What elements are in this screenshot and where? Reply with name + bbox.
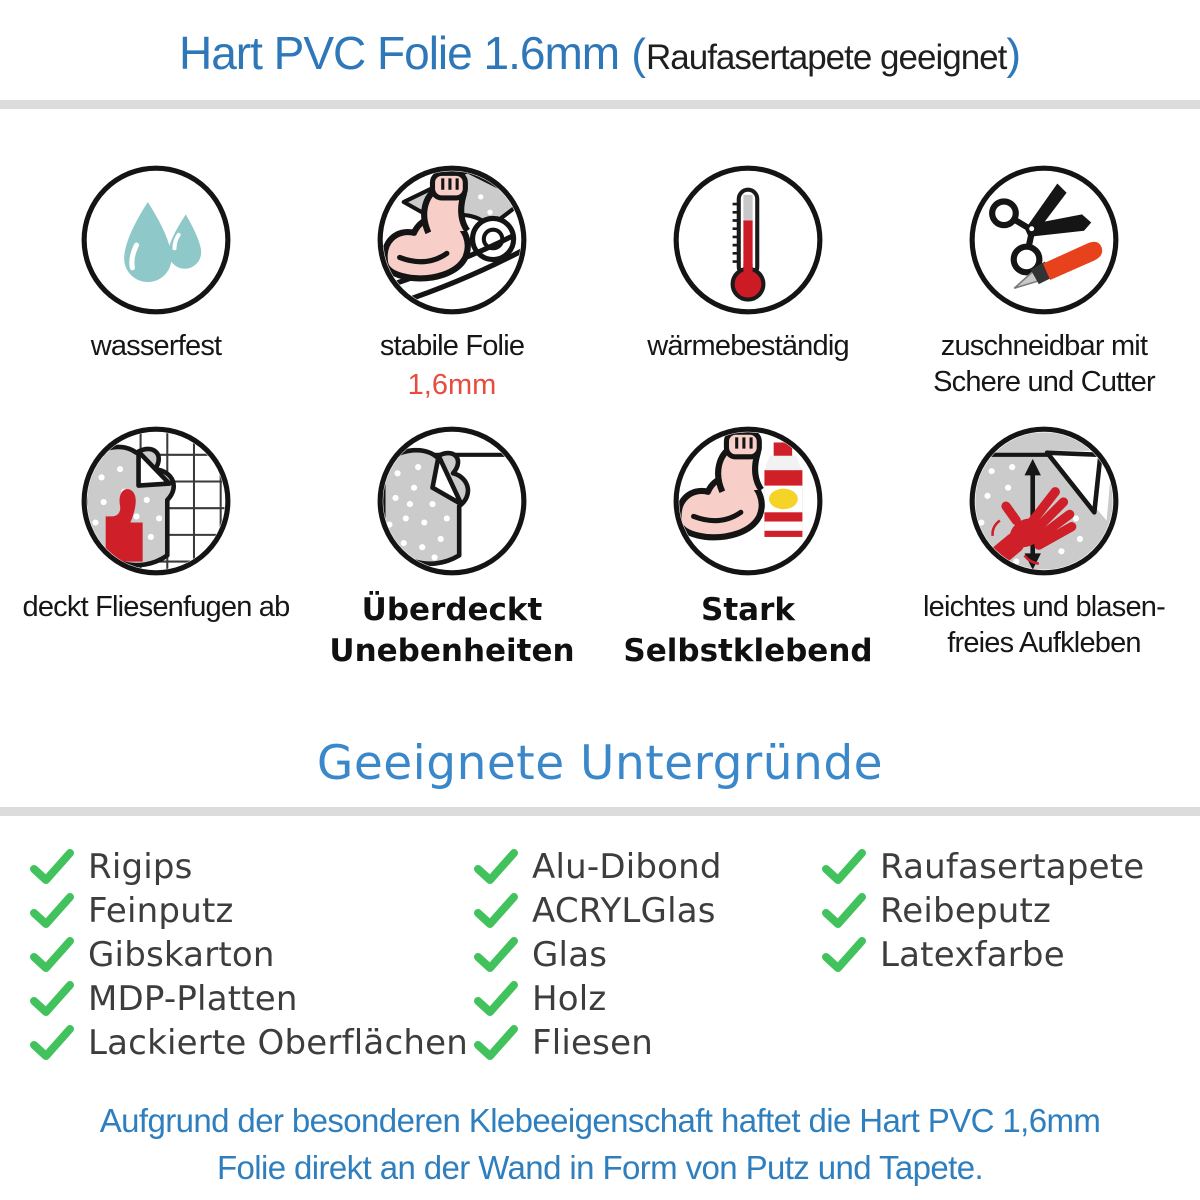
substrates-column-3 [820, 846, 1200, 1070]
thermometer-icon [671, 163, 825, 317]
page-title [0, 0, 1200, 80]
check-icon [820, 849, 868, 885]
list-item: Gibskarton [28, 938, 472, 972]
list-item: Raufasertapete [820, 850, 1200, 884]
feature-label: Überdeckt Unebenheiten [329, 591, 575, 669]
list-item: Rigips [28, 850, 472, 884]
feature-thickness-label: 1,6mm [407, 368, 497, 401]
list-item: Reibeputz [820, 894, 1200, 928]
substrates-column-2 [472, 846, 820, 1070]
adhesive-note-line-2: Folie direkt an der Wand in Form von Putz und Tapete. [216, 1148, 984, 1186]
scissors-cutter-icon [967, 163, 1121, 317]
title-main: Hart PVC Folie 1.6mm [178, 27, 620, 79]
divider-bar-middle [0, 807, 1200, 816]
feature-label: Stark Selbstklebend [623, 591, 873, 669]
check-icon [472, 893, 520, 929]
adhesive-note [0, 1098, 1200, 1192]
feature-label: leichtes und blasen- freies Aufkleben [923, 590, 1165, 659]
feature-blasenfrei [896, 402, 1192, 672]
feature-selbstklebend [600, 402, 896, 672]
check-icon [28, 893, 76, 929]
bubble-free-icon [967, 424, 1121, 578]
check-icon [472, 981, 520, 1017]
check-icon [820, 893, 868, 929]
feature-stabile-folie [304, 109, 600, 402]
list-item: Alu-Dibond [472, 850, 820, 884]
check-icon [28, 937, 76, 973]
strong-arm-foil-icon [375, 163, 529, 317]
title-paren-open: ( [619, 30, 646, 79]
list-item: ACRYLGlas [472, 894, 820, 928]
substrates-list [0, 846, 1200, 1070]
list-item: Holz [472, 982, 820, 1016]
check-icon [28, 1025, 76, 1061]
feature-label: wärmebeständig [647, 330, 849, 362]
water-drops-icon [79, 163, 233, 317]
check-icon [28, 981, 76, 1017]
list-item: Lackierte Oberflächen [28, 1026, 472, 1060]
feature-waermebestaendig [600, 109, 896, 402]
title-subtitle: Raufasertapete geeignet [646, 38, 1007, 77]
title-paren-close: ) [1006, 30, 1021, 79]
features-row-1 [0, 109, 1200, 402]
substrates-column-1 [0, 846, 472, 1070]
feature-fliesenfugen [8, 402, 304, 672]
check-icon [820, 937, 868, 973]
feature-label: stabile Folie [379, 330, 525, 362]
check-icon [472, 1025, 520, 1061]
feature-label: deckt Fliesenfugen ab [22, 590, 290, 623]
check-icon [472, 937, 520, 973]
check-icon [28, 849, 76, 885]
strong-adhesive-icon [671, 424, 825, 578]
list-item: Fliesen [472, 1026, 820, 1060]
feature-label: zuschneidbar mit Schere und Cutter [933, 330, 1155, 398]
list-item: Glas [472, 938, 820, 972]
feature-wasserfest [8, 109, 304, 402]
list-item: Feinputz [28, 894, 472, 928]
check-icon [472, 849, 520, 885]
divider-bar-top [0, 100, 1200, 109]
feature-zuschneidbar [896, 109, 1192, 402]
features-row-2 [0, 402, 1200, 672]
section-heading: Geeignete Untergründe [316, 735, 884, 791]
tile-joints-thumb-icon [79, 424, 233, 578]
adhesive-note-line-1: Aufgrund der besonderen Klebeeigenschaft haftet die Hart PVC 1,6mm [99, 1101, 1101, 1139]
list-item: Latexfarbe [820, 938, 1200, 972]
list-item: MDP-Platten [28, 982, 472, 1016]
feature-label: wasserfest [90, 330, 222, 362]
covers-unevenness-icon [375, 424, 529, 578]
feature-unebenheiten [304, 402, 600, 672]
